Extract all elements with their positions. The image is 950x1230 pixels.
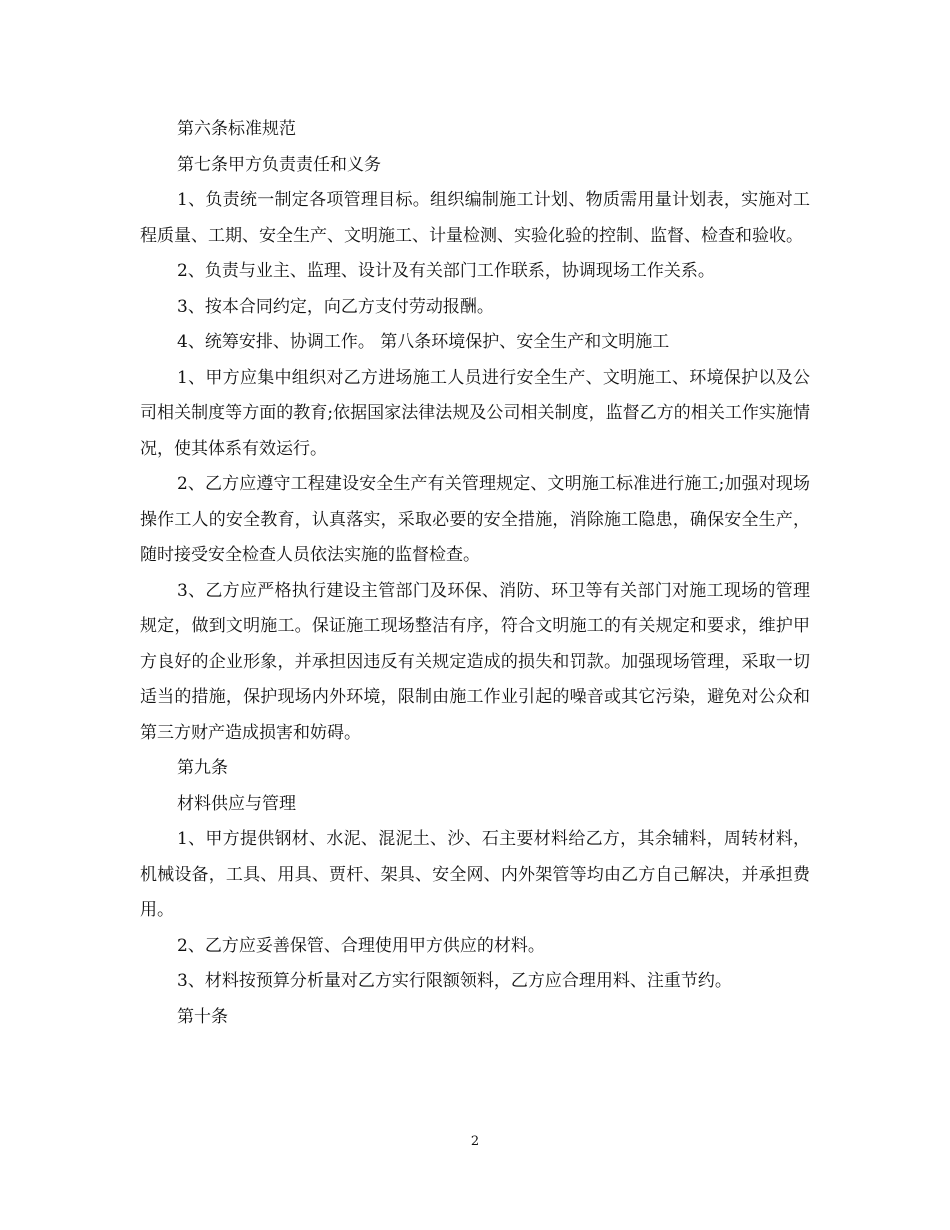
- paragraph: 4、统筹安排、协调工作。 第八条环境保护、安全生产和文明施工: [177, 332, 670, 352]
- paragraph-section-heading: 材料供应与管理: [177, 793, 296, 814]
- paragraph-article-7: 第七条甲方负责责任和义务: [177, 154, 381, 175]
- paragraph-article-6: 第六条标准规范: [177, 119, 296, 139]
- paragraph: 3、按本合同约定，向乙方支付劳动报酬。: [177, 296, 494, 317]
- paragraph: 1、甲方提供钢材、水泥、混泥土、沙、石主要材料给乙方，其余辅料，周转材料，机械设备，工具、用具、贾杆、架具、安全网、内外架管等均由乙方自己解决，并承担费用。: [140, 829, 810, 920]
- document-body: [140, 112, 810, 1035]
- paragraph: 3、材料按预算分析量对乙方实行限额领料，乙方应合理用料、注重节约。: [177, 971, 732, 991]
- paragraph: 2、乙方应遵守工程建设安全生产有关管理规定、文明施工标准进行施工;加强对现场操作工人的安全教育，认真落实，采取必要的安全措施，消除施工隐患，确保安全生产，随时接受安全检查人员依法实施的监督检查。: [140, 474, 810, 565]
- page-number: 2: [470, 1134, 480, 1149]
- paragraph-article-10: 第十条: [177, 1006, 228, 1027]
- paragraph-article-9: 第九条: [177, 758, 228, 778]
- paragraph: 3、乙方应严格执行建设主管部门及环保、消防、环卫等有关部门对施工现场的管理规定，做到文明施工。保证施工现场整洁有序，符合文明施工的有关规定和要求，维护甲方良好的企业形象，并承担因违反有关规定造成的损失和罚款。加强现场管理，采取一切适当的措施，保护现场内外环境，限制由施工作业引起的噪音或其它污染，避免对公众和第三方财产造成损害和妨碍。: [140, 580, 810, 743]
- paragraph: 2、负责与业主、监理、设计及有关部门工作联系，协调现场工作关系。: [177, 261, 715, 281]
- paragraph: 1、负责统一制定各项管理目标。组织编制施工计划、物质需用量计划表，实施对工程质量、工期、安全生产、文明施工、计量检测、实验化验的控制、监督、检查和验收。: [140, 190, 810, 246]
- paragraph: 2、乙方应妥善保管、合理使用甲方供应的材料。: [177, 935, 545, 956]
- paragraph: 1、甲方应集中组织对乙方进场施工人员进行安全生产、文明施工、环境保护以及公司相关制度等方面的教育;依据国家法律法规及公司相关制度，监督乙方的相关工作实施情况，使其体系有效运行。: [140, 367, 810, 459]
